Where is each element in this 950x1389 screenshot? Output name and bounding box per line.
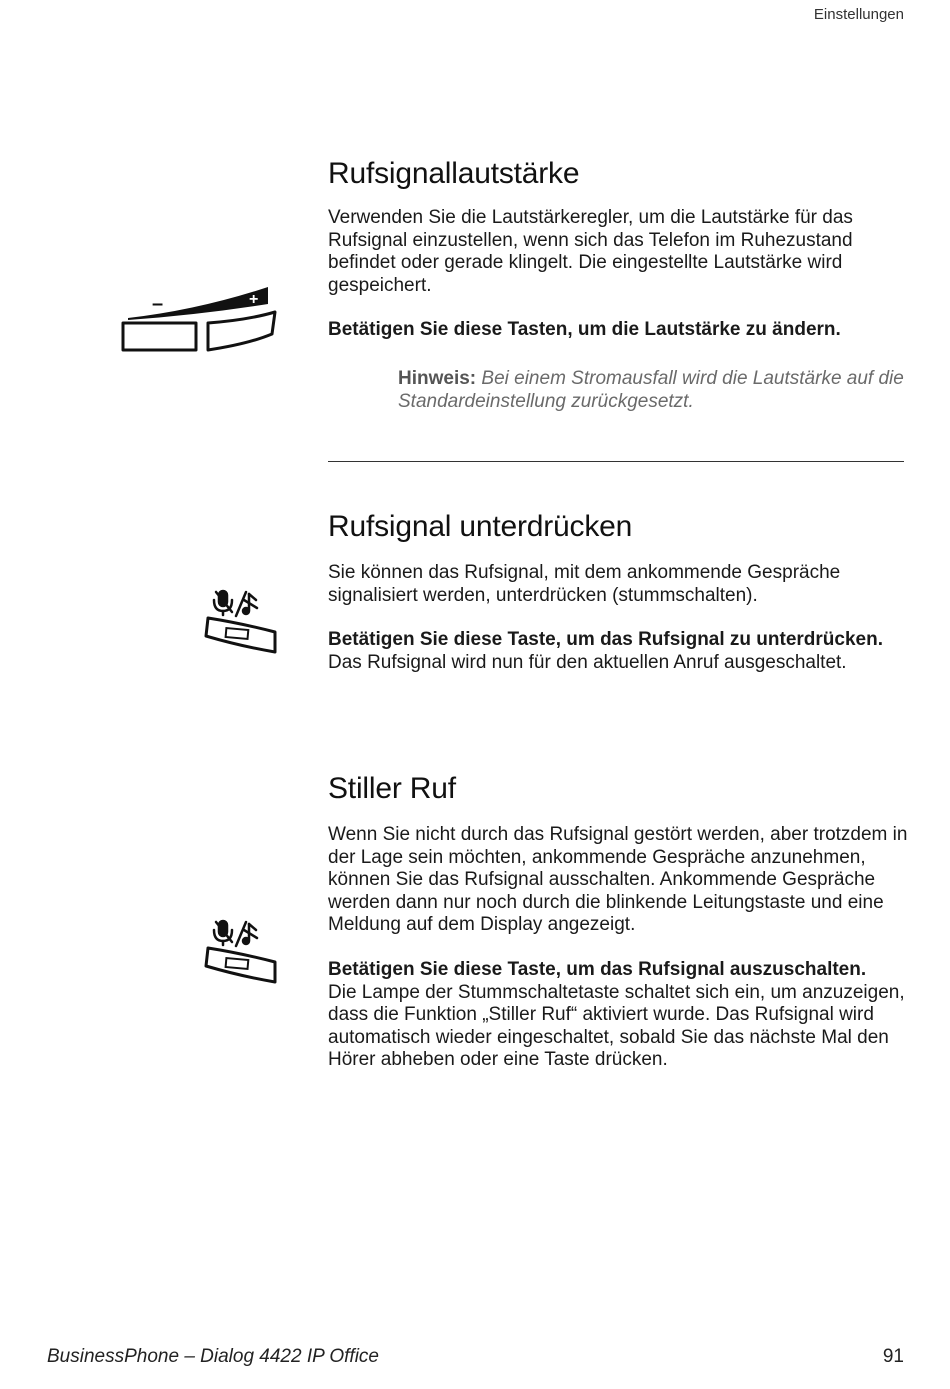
silent-follow: Die Lampe der Stummschaltetaste schaltet sich ein, um anzuzeigen, dass die Funktion „Stiller Ruf“ aktiviert wurde. Das Rufsignal wird automatisch wieder eingeschaltet, sobald Sie das nächste Mal den Hörer abheben oder eine Taste drücken. xyxy=(328,981,905,1071)
volume-up-key xyxy=(208,312,275,350)
mute-key-icon xyxy=(200,588,282,658)
mute-key-icon xyxy=(200,918,282,988)
silent-instruction: Betätigen Sie diese Taste, um das Rufsignal auszuschalten. xyxy=(328,958,867,980)
volume-down-key xyxy=(123,323,196,350)
note-text: Bei einem Stromausfall wird die Lautstärke auf die Standardeinstellung zurückgesetzt. xyxy=(398,368,904,412)
section-divider xyxy=(328,461,904,462)
silent-title: Stiller Ruf xyxy=(328,772,456,805)
footer-title: BusinessPhone – Dialog 4422 IP Office xyxy=(47,1346,379,1367)
volume-section xyxy=(328,157,908,342)
mute-instruction: Betätigen Sie diese Taste, um das Rufsignal zu unterdrücken. xyxy=(328,629,883,651)
volume-title: Rufsignallautstärke xyxy=(328,157,580,190)
mute-section xyxy=(328,510,908,674)
page-number: 91 xyxy=(882,1346,904,1367)
mute-body: Sie können das Rufsignal, mit dem ankommende Gespräche signalisiert werden, unterdrücken (stummschalten). xyxy=(328,562,841,606)
running-header: Einstellungen xyxy=(813,6,904,23)
mute-follow: Das Rufsignal wird nun für den aktuellen Anruf ausgeschaltet. xyxy=(328,651,847,673)
volume-ramp xyxy=(128,287,268,320)
note-label: Hinweis: xyxy=(398,368,477,389)
volume-instruction: Betätigen Sie diese Tasten, um die Lautstärke zu ändern. xyxy=(328,319,841,341)
silent-section xyxy=(328,772,908,1072)
volume-keys-icon xyxy=(118,282,280,354)
volume-minus-sign: – xyxy=(152,293,164,315)
silent-body: Wenn Sie nicht durch das Rufsignal gestört werden, aber trotzdem in der Lage sein möchten, ankommende Gespräche anzunehmen, können Sie das Rufsignal ausschalten. Ankommende Gespräche werden dann nur noch durch die blinkende Leitungstaste und eine Meldung auf dem Display angezeigt. xyxy=(328,824,908,936)
mute-title: Rufsignal unterdrücken xyxy=(328,510,633,543)
volume-plus-sign: + xyxy=(249,291,259,308)
volume-note xyxy=(398,368,908,413)
volume-body: Verwenden Sie die Lautstärkeregler, um die Lautstärke für das Rufsignal einzustellen, wenn sich das Telefon im Ruhezustand befindet oder gerade klingelt. Die eingestellte Lautstärke wird gespeichert. xyxy=(328,207,853,296)
